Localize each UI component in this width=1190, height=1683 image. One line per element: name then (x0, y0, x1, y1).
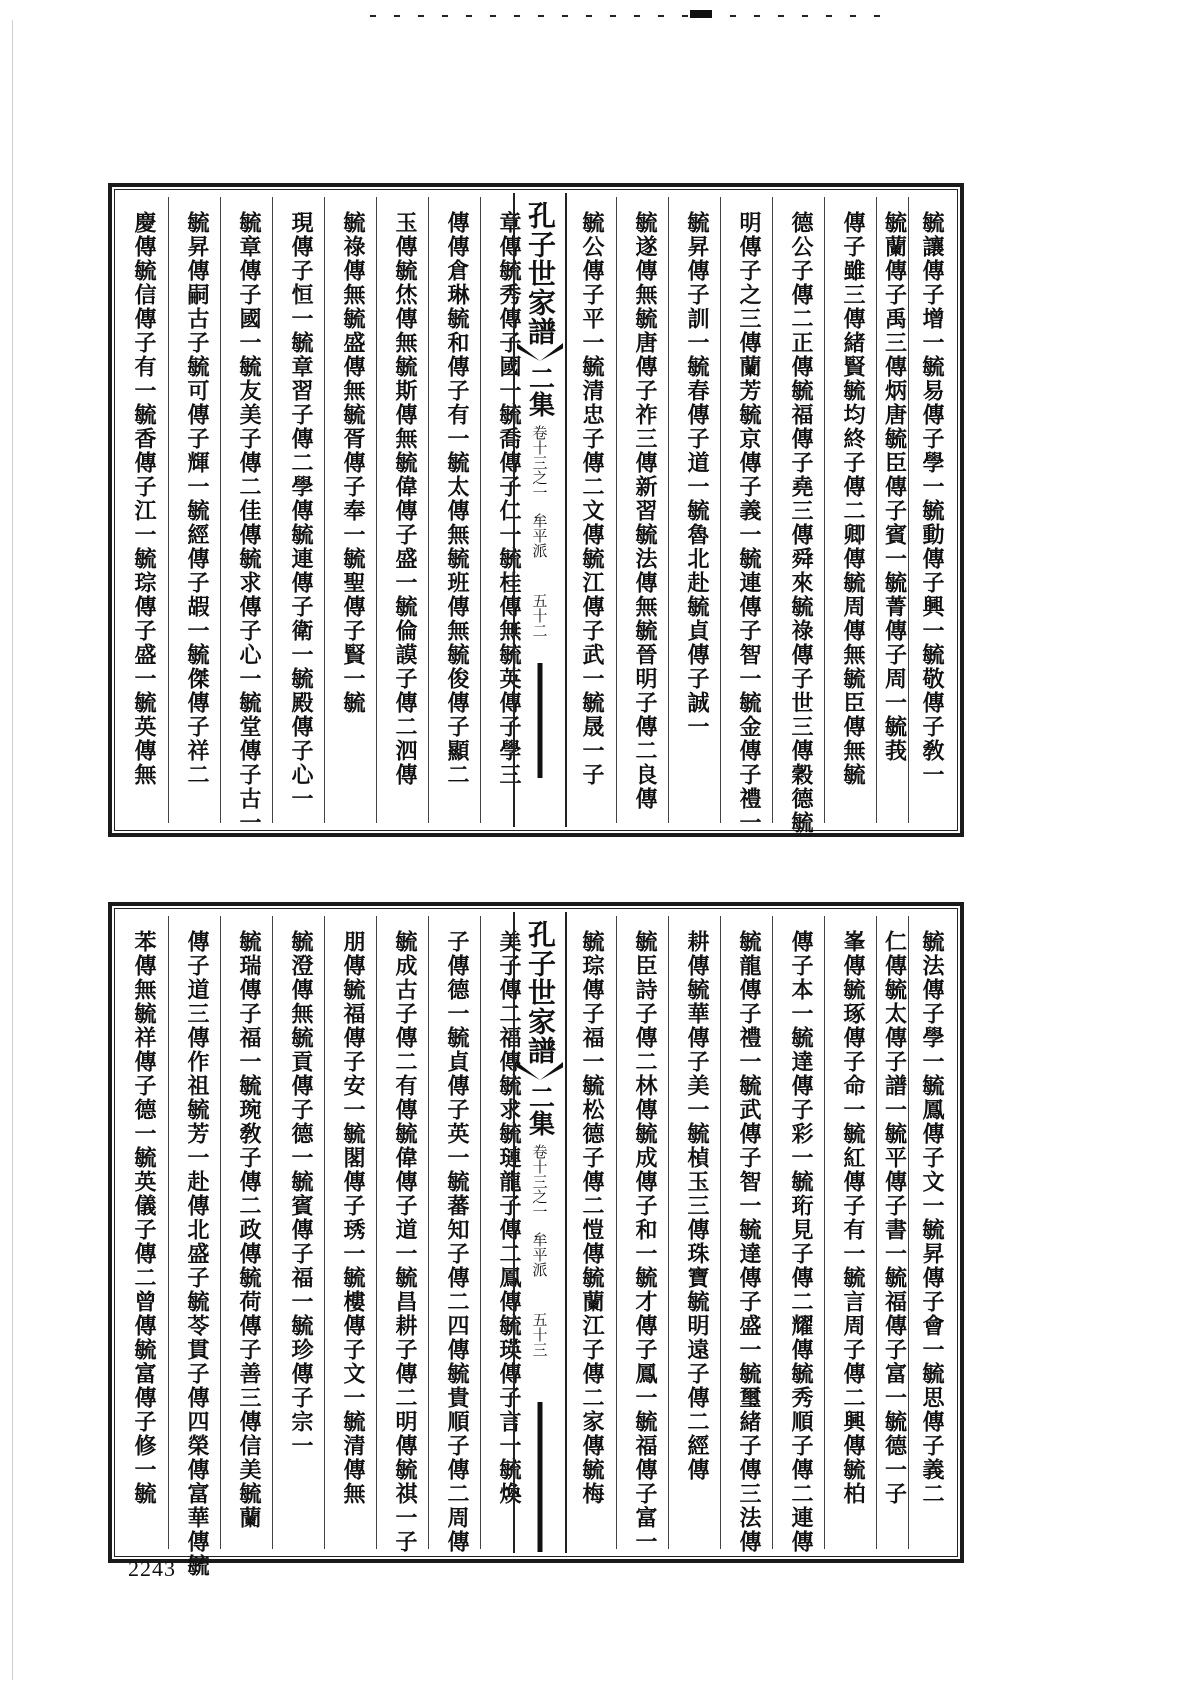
column-text: 仁傳毓太傳子譜一毓平傳子書一毓福傳子富一毓德一子 (881, 930, 908, 1506)
center-fold (513, 193, 567, 827)
column-text: 毓祿傳無毓盛傳無毓胥傳子奉一毓聖傳子賢一毓 (340, 211, 366, 715)
column-text: 毓龍傳子禮一毓武傳子智一毓達傳子盛一毓璽緒子傳三法傳 (736, 930, 762, 1554)
folio-number: 五十二 (530, 593, 549, 638)
collection-label: 二集 (524, 1084, 555, 1136)
text-column (908, 916, 955, 1549)
column-text: 明傳子之三傳蘭芳毓京傳子義一毓連傳子智一毓金傳子禮一 (736, 211, 762, 835)
text-column (272, 916, 329, 1549)
column-text: 慶傳毓信傳子有一毓香傳子江一毓琮傳子盛一毓英傳無 (131, 211, 157, 787)
column-text: 傳子道三傳作祖毓芳一赴傳北盛子毓苓貫子傳四榮傳富華傳毓 (184, 930, 210, 1578)
column-text: 章傳毓秀傳子國一毓喬傳子仁一毓桂傳無毓英傳子學三 (496, 211, 522, 787)
column-text: 毓昇傳子訓一毓春傳子道一毓魯北赴毓貞傳子誠一 (684, 211, 710, 739)
branch-label: 牟平派 (530, 1232, 549, 1277)
column-text: 現傳子恒一毓章習子傳二學傳毓連傳子衛一毓殿傳子心一 (288, 211, 314, 811)
column-text: 耕傳毓華傳子美一毓楨玉三傳珠寶毓明遠子傳二經傳 (684, 930, 710, 1482)
column-text: 美子傳二福傳毓求毓璉龍子傳二鳳傳毓瑛傳子言一毓煥 (496, 930, 522, 1506)
column-text: 毓瑞傳子福一毓琬敎子傳二政傳毓荷傳子善三傳信美毓蘭 (236, 930, 262, 1530)
center-fold (513, 912, 567, 1553)
text-column (824, 197, 881, 823)
book-title: 孔子世家譜 (524, 920, 557, 1065)
text-column (428, 197, 485, 823)
column-text: 傳子本一毓達傳子彩一毓珩見子傳二耀傳毓秀順子傳二連傳 (788, 930, 814, 1554)
text-column (772, 197, 829, 835)
juan-label: 卷十三之一 (530, 1144, 549, 1219)
text-column (220, 197, 277, 835)
branch-label: 牟平派 (530, 513, 549, 558)
book-title: 孔子世家譜 (524, 201, 557, 346)
text-column (324, 197, 381, 823)
column-text: 毓澄傳無毓貢傳子德一毓賓傳子福一毓珍傳子宗一 (288, 930, 314, 1458)
column-text: 玉傳毓烋傳無毓斯傳無毓偉傳子盛一毓倫謨子傳二泗傳 (392, 211, 418, 787)
text-column (824, 916, 881, 1549)
text-column (668, 916, 725, 1549)
text-column (564, 197, 620, 823)
column-text: 峯傳毓琢傳子命一毓紅傳子有一毓言周子傳二興傳毓柏 (840, 930, 866, 1506)
scan-artifact (0, 10, 1190, 18)
text-column (168, 916, 225, 1578)
text-column (376, 916, 433, 1554)
text-column (772, 916, 829, 1554)
text-column (324, 916, 381, 1549)
column-text: 毓公傳子平一毓清忠子傳二文傳毓江傳子武一毓晟一子 (579, 211, 605, 787)
column-text: 德公子傳二正傳毓福傳子堯三傳舜來毓祿傳子世三傳穀德毓 (788, 211, 814, 835)
column-text: 傳子雖三傳緒賢毓均終子傳二卿傳毓周傳無毓臣傳無毓 (840, 211, 866, 787)
text-column (116, 197, 172, 823)
collection-label: 二集 (524, 365, 555, 417)
text-column (272, 197, 329, 823)
column-text: 傳傳倉琳毓和傳子有一毓太傳無毓班傳無毓俊傳子顯二 (444, 211, 470, 787)
text-column (876, 916, 912, 1549)
column-text: 毓法傳子學一毓鳳傳子文一毓昇傳子會一毓思傳子義二 (919, 930, 945, 1506)
column-text: 朋傳毓福傳子安一毓閣傳子琇一毓樓傳子文一毓清傳無 (340, 930, 366, 1506)
column-text: 毓成古子傳二有傳毓偉傳子道一毓昌耕子傳二明傳毓祺一子 (392, 930, 418, 1554)
column-text: 毓遂傳無毓唐傳子祚三傳新習毓法傳無毓晉明子傳二良傳 (632, 211, 658, 811)
text-column (564, 916, 620, 1549)
text-column (168, 197, 225, 823)
column-text: 毓讓傳子增一毓易傳子學一毓動傳子興一毓敬傳子敎一 (919, 211, 945, 787)
text-column (116, 916, 172, 1549)
column-text: 毓臣詩子傳二林傳毓成傳子和一毓才傳子鳳一毓福傳子富一 (632, 930, 658, 1554)
text-column (616, 197, 673, 823)
juan-label: 卷十三之一 (530, 425, 549, 500)
text-column (220, 916, 277, 1549)
column-text: 毓蘭傳子禹三傳炳唐毓臣傳子賓一毓菁傳子周一毓莪 (881, 211, 908, 763)
text-column (720, 197, 777, 835)
text-column (616, 916, 673, 1554)
fold-bar (538, 663, 543, 778)
text-column (876, 197, 912, 823)
column-text: 毓昇傳嗣古子毓可傳子輝一毓經傳子嘏一毓傑傳子祥二 (184, 211, 210, 787)
genealogy-panel-upper (108, 183, 964, 837)
column-text: 毓琮傳子福一毓松德子傳二愷傳毓蘭江子傳二家傳毓梅 (579, 930, 605, 1506)
text-column (720, 916, 777, 1554)
page-edge-rule (12, 20, 13, 1680)
column-text: 毓章傳子國一毓友美子傳二佳傳毓求傳子心一毓堂傳子古一 (236, 211, 262, 835)
text-column (428, 916, 485, 1554)
text-column (376, 197, 433, 823)
folio-number: 五十三 (530, 1312, 549, 1357)
column-text: 子傳德一毓貞傳子英一毓蕃知子傳二四傳毓貴順子傳二周傳 (444, 930, 470, 1554)
text-column (668, 197, 725, 823)
fold-bar (538, 1402, 543, 1552)
page-number: 2243 (128, 1556, 176, 1581)
text-column (908, 197, 955, 823)
column-text: 苯傳無毓祥傳子德一毓英儀子傳二曾傳毓富傳子修一毓 (131, 930, 157, 1506)
